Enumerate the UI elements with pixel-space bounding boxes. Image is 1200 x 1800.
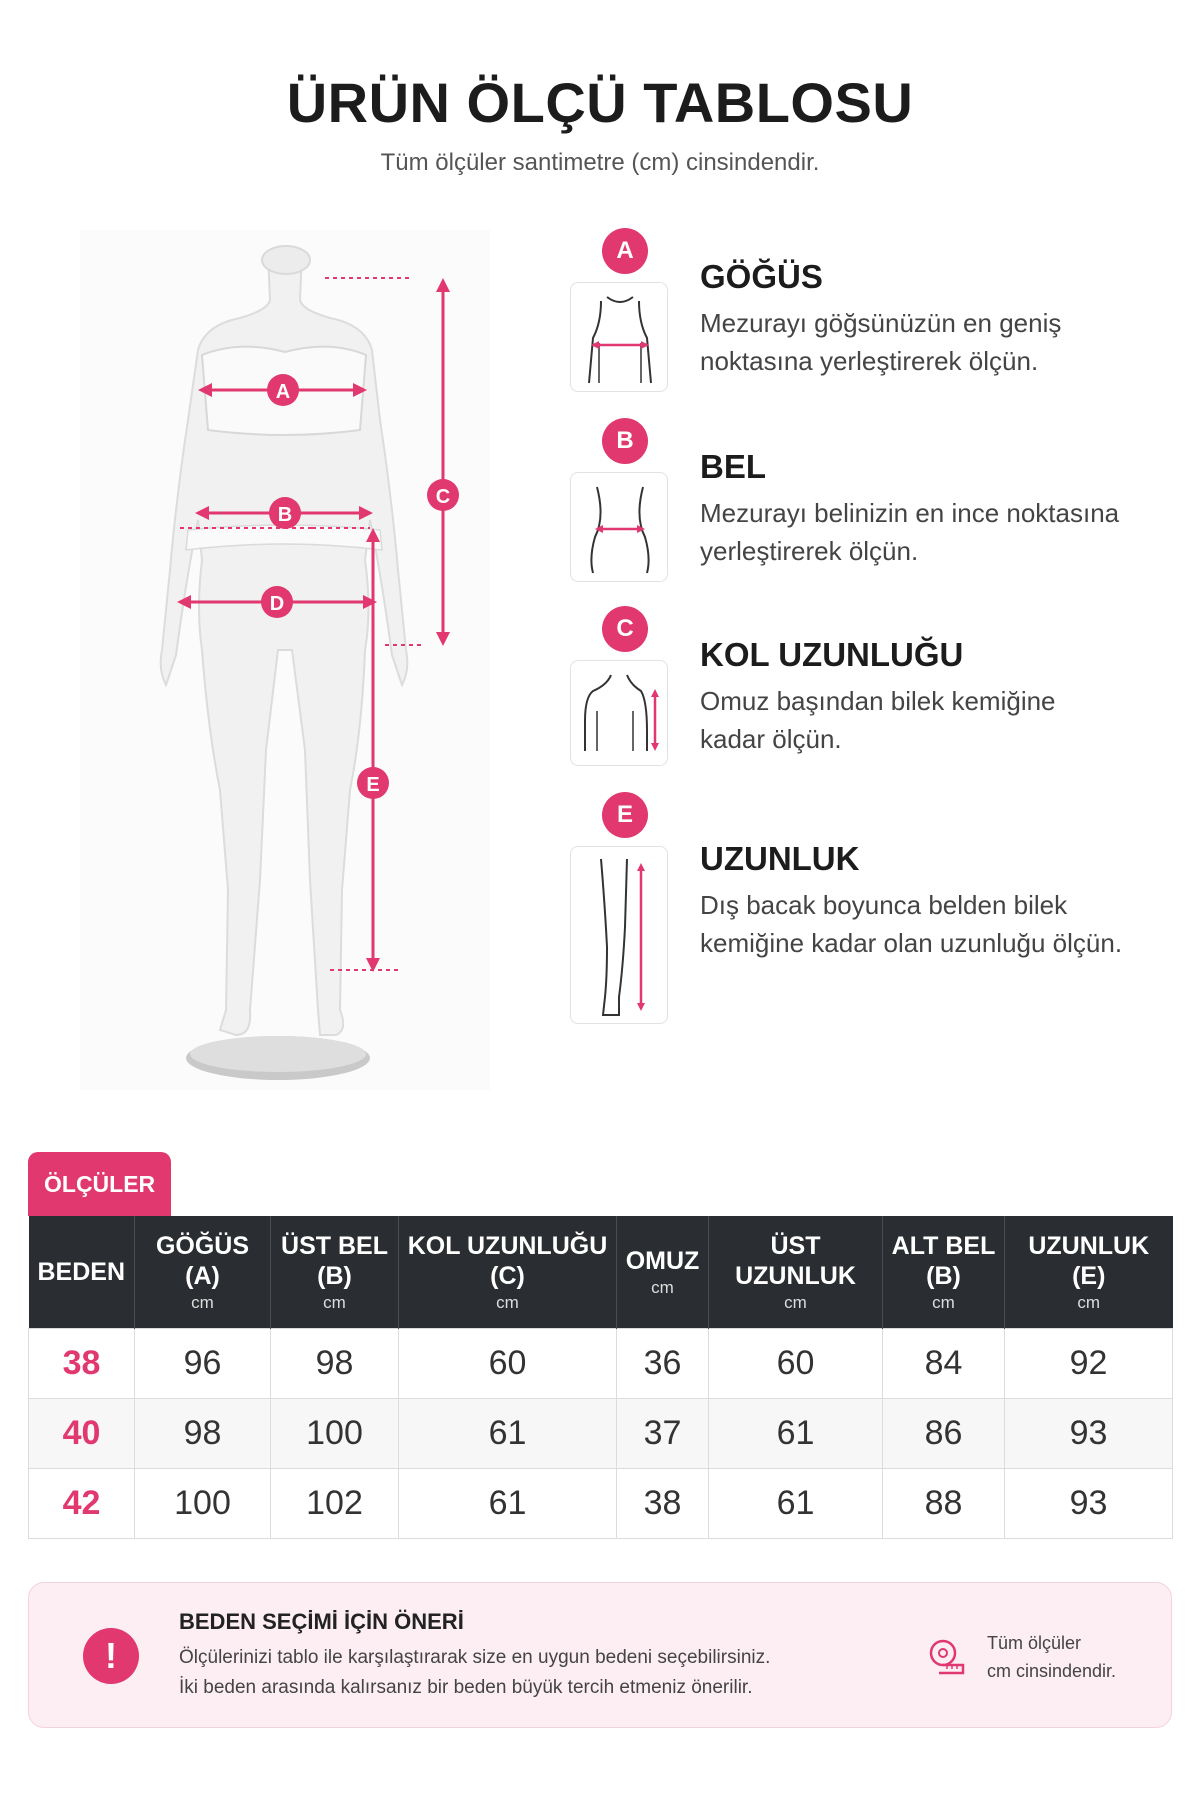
guide-desc-chest: Mezurayı göğsünüzün en geniş noktasına yerleştirerek ölçün. (700, 308, 1062, 376)
marker-a (267, 374, 299, 406)
guide-badge-c: C (602, 606, 648, 652)
table-cell: 88 (883, 1468, 1005, 1538)
waist-thumbnail-icon (570, 472, 668, 582)
svg-text:D: D (269, 593, 285, 615)
tip-title: BEDEN SEÇİMİ İÇİN ÖNERİ (179, 1609, 464, 1634)
guide-length (570, 792, 1170, 1032)
size-cell: 40 (29, 1398, 135, 1468)
table-cell: 60 (399, 1328, 617, 1398)
exclamation-icon: ! (83, 1628, 139, 1684)
page-title: ÜRÜN ÖLÇÜ TABLOSU (286, 71, 914, 134)
size-table (28, 1216, 1173, 1539)
guide-title-waist: BEL (700, 448, 766, 485)
table-cell: 98 (135, 1398, 271, 1468)
size-cell: 38 (29, 1328, 135, 1398)
tip-line-1: Ölçülerinizi tablo ile karşılaştırarak size en uygun bedeni seçebilirsiniz. (179, 1647, 771, 1668)
mannequin-illustration (80, 230, 490, 1090)
col-header-size: BEDEN (29, 1216, 135, 1328)
guide-sleeve (570, 606, 1170, 776)
table-cell: 61 (399, 1398, 617, 1468)
guide-title-chest: GÖĞÜS (700, 258, 823, 295)
page-subtitle: Tüm ölçüler santimetre (cm) cinsindendir. (380, 149, 820, 176)
measuring-tape-icon (927, 1637, 967, 1682)
col-header-shoulder: OMUZ cm (617, 1216, 709, 1328)
guide-desc-length: Dış bacak boyunca belden bilek kemiğine kadar olan uzunluğu ölçün. (700, 890, 1123, 958)
table-cell: 84 (883, 1328, 1005, 1398)
table-cell: 93 (1005, 1468, 1173, 1538)
table-row (29, 1468, 1173, 1538)
measurements-tab[interactable]: ÖLÇÜLER (28, 1152, 171, 1216)
col-header-chest: GÖĞÜS (A) cm (135, 1216, 271, 1328)
table-cell: 61 (399, 1468, 617, 1538)
mannequin-figure (80, 230, 490, 1090)
col-header-length: UZUNLUK (E) cm (1005, 1216, 1173, 1328)
guide-badge-e: E (602, 792, 648, 838)
sleeve-thumbnail-icon (570, 660, 668, 766)
col-header-top-length: ÜST UZUNLUK cm (709, 1216, 883, 1328)
col-header-sleeve-length: KOL UZUNLUĞU (C) cm (399, 1216, 617, 1328)
units-note: Tüm ölçüler cm cinsindendir. (987, 1633, 1117, 1681)
table-cell: 98 (271, 1328, 399, 1398)
table-cell: 38 (617, 1468, 709, 1538)
table-header-row (29, 1216, 1173, 1328)
table-cell: 100 (135, 1468, 271, 1538)
table-cell: 100 (271, 1398, 399, 1468)
svg-text:B: B (277, 504, 293, 526)
table-cell: 37 (617, 1398, 709, 1468)
guide-badge-a: A (602, 228, 648, 274)
size-tip-box (28, 1582, 1172, 1728)
marker-e (357, 767, 389, 799)
table-cell: 92 (1005, 1328, 1173, 1398)
table-cell: 61 (709, 1398, 883, 1468)
table-cell: 93 (1005, 1398, 1173, 1468)
table-row (29, 1398, 1173, 1468)
table-cell: 60 (709, 1328, 883, 1398)
length-thumbnail-icon (570, 846, 668, 1024)
guide-title-sleeve: KOL UZUNLUĞU (700, 636, 964, 673)
svg-text:C: C (435, 486, 451, 508)
tip-line-2: İki beden arasında kalırsanız bir beden büyük tercih etmeniz önerilir. (179, 1677, 753, 1698)
table-cell: 86 (883, 1398, 1005, 1468)
table-cell: 61 (709, 1468, 883, 1538)
svg-text:A: A (275, 381, 291, 403)
table-cell: 96 (135, 1328, 271, 1398)
page-header (0, 70, 1200, 177)
guide-waist (570, 418, 1170, 598)
guide-desc-sleeve: Omuz başından bilek kemiğine kadar ölçün. (700, 686, 1056, 754)
guide-desc-waist: Mezurayı belinizin en ince noktasına yerleştirerek ölçün. (700, 498, 1120, 566)
guide-chest (570, 228, 1170, 408)
col-header-lower-waist: ALT BEL (B) cm (883, 1216, 1005, 1328)
table-cell: 36 (617, 1328, 709, 1398)
svg-text:E: E (366, 774, 380, 796)
guide-badge-b: B (602, 418, 648, 464)
guide-title-length: UZUNLUK (700, 840, 860, 877)
marker-d (261, 586, 293, 618)
size-cell: 42 (29, 1468, 135, 1538)
marker-b (269, 497, 301, 529)
col-header-upper-waist: ÜST BEL (B) cm (271, 1216, 399, 1328)
marker-c (427, 479, 459, 511)
table-cell: 102 (271, 1468, 399, 1538)
chest-thumbnail-icon (570, 282, 668, 392)
table-row (29, 1328, 1173, 1398)
